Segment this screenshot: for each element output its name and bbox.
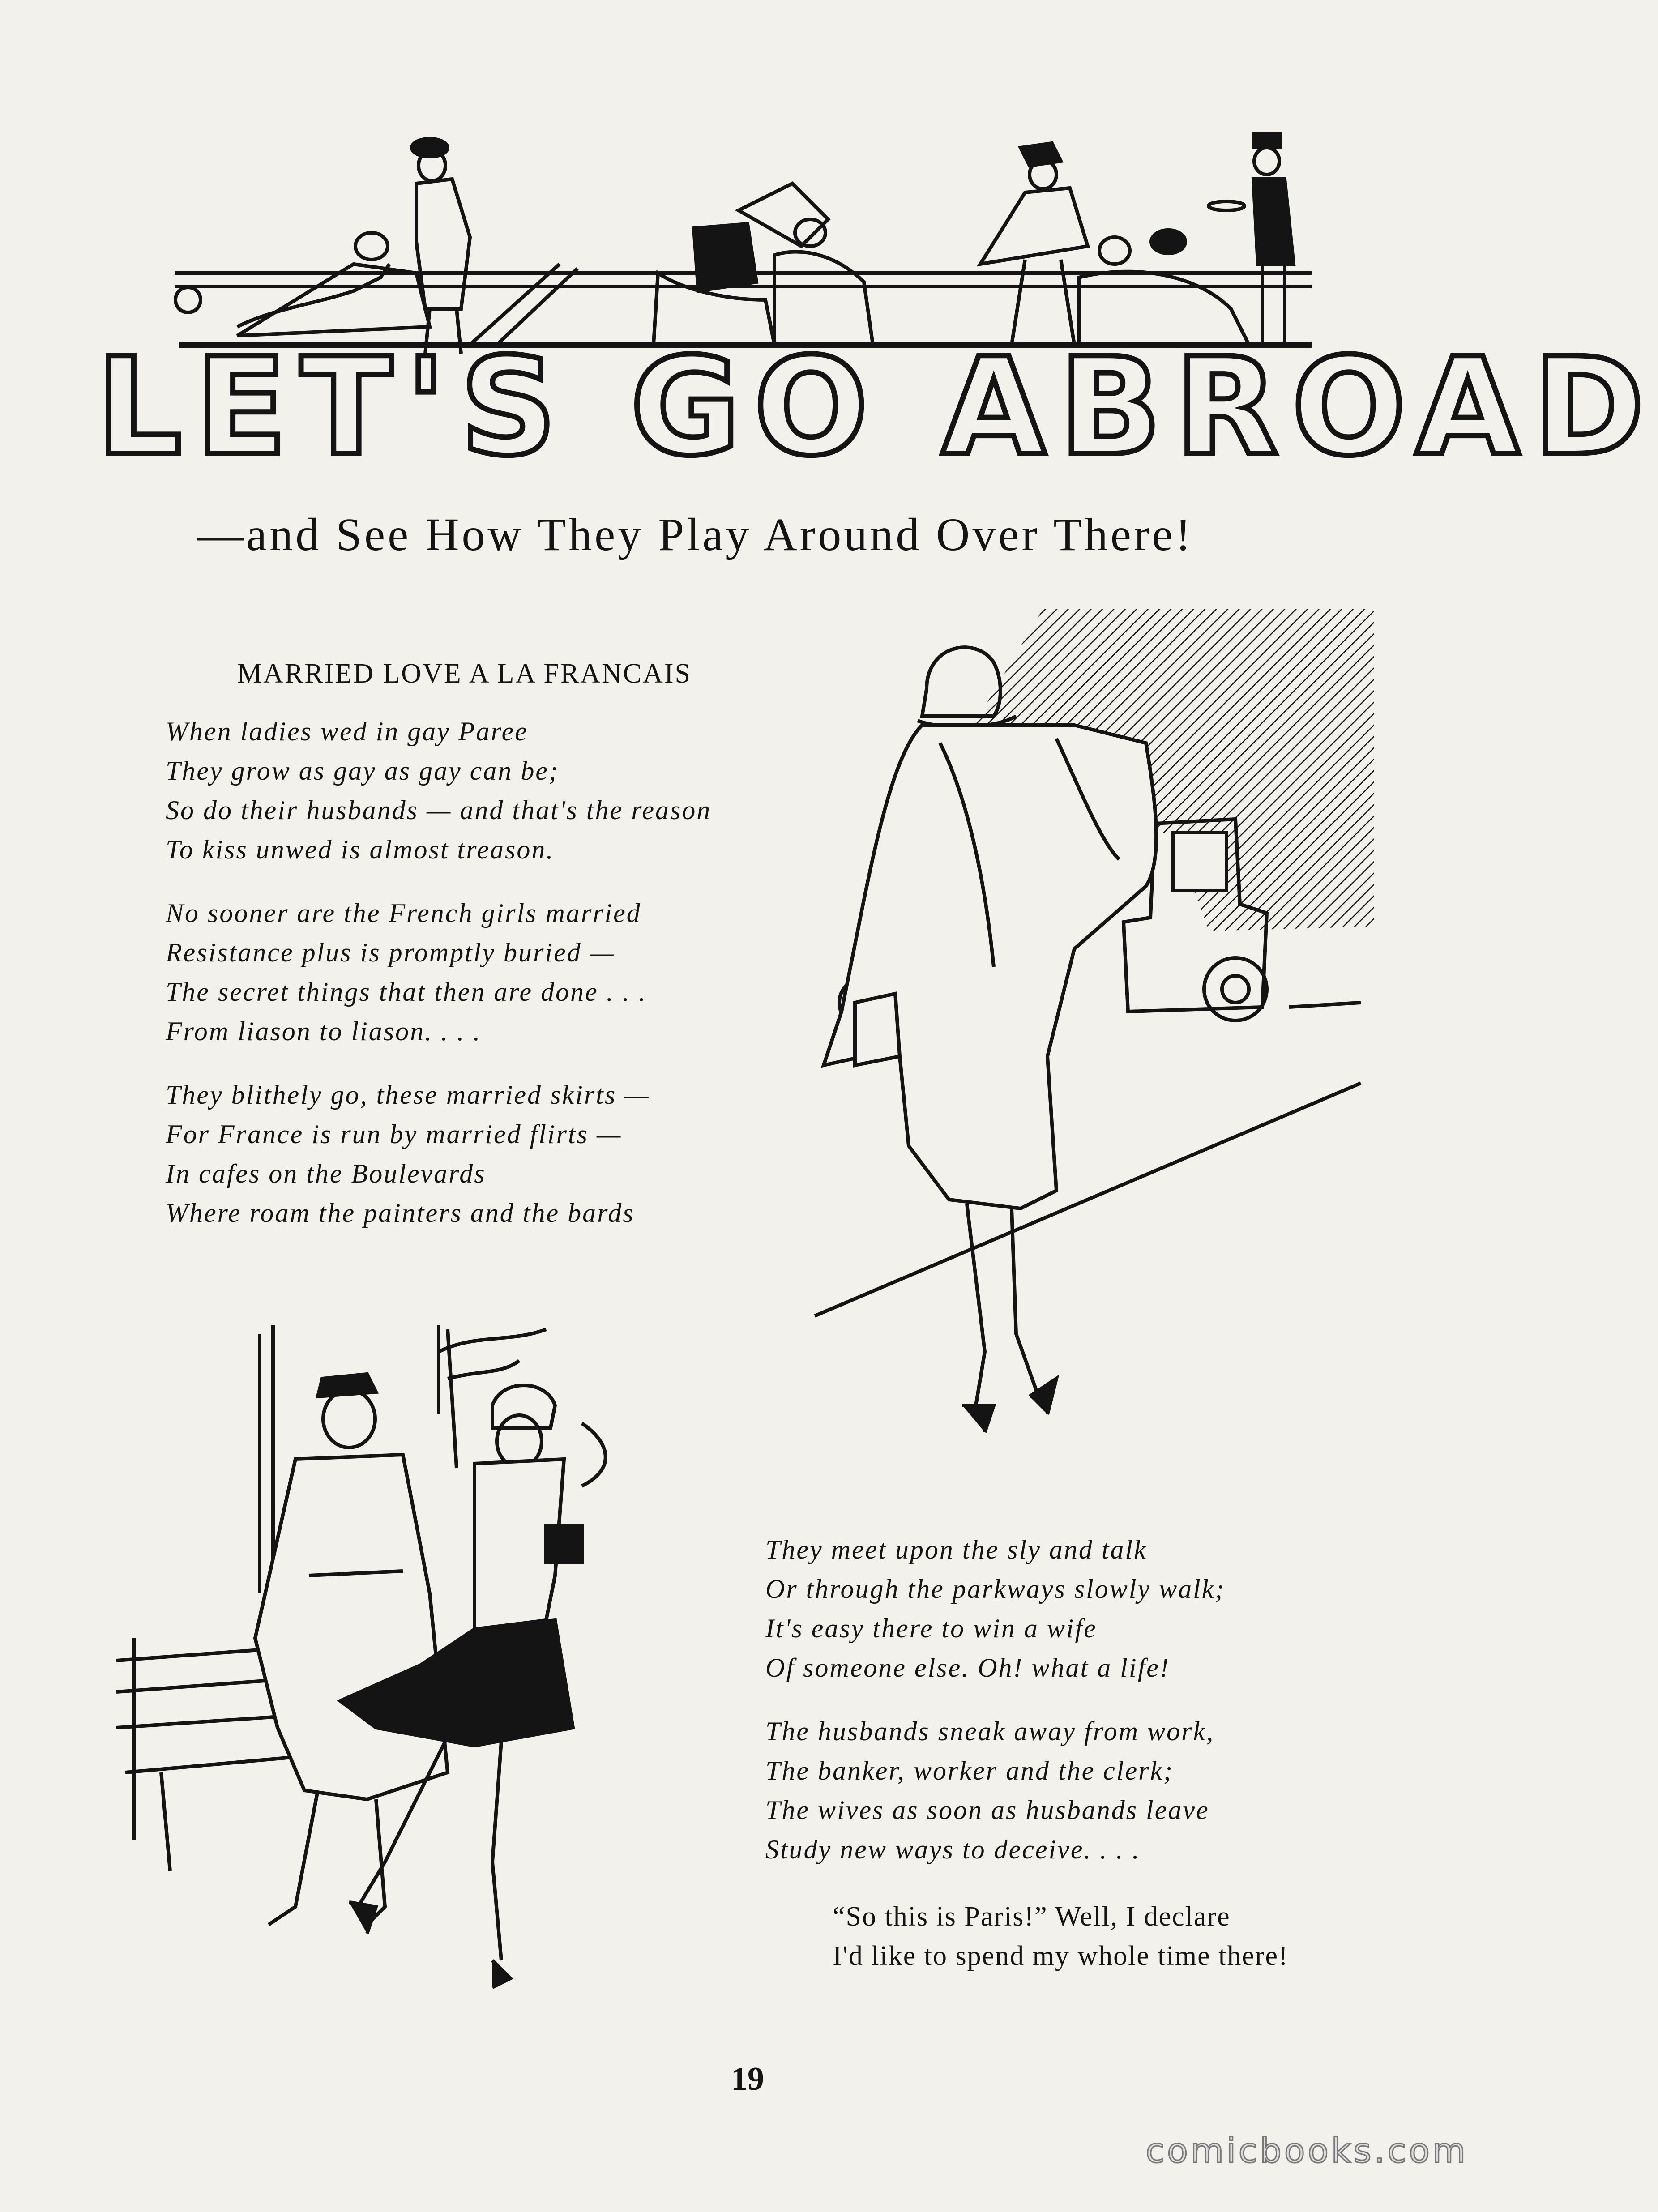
poem-line: The husbands sneak away from work, — [765, 1717, 1215, 1746]
poem-line: Where roam the painters and the bards — [166, 1198, 635, 1228]
poem-closing — [833, 1897, 1414, 1976]
poem-stanza-1 — [166, 712, 815, 869]
watermark: comicbooks.com — [1145, 2131, 1468, 2170]
poem-line: It's easy there to win a wife — [765, 1614, 1097, 1643]
couple-on-park-bench-illustration — [107, 1325, 662, 2041]
poem-line: They grow as gay as gay can be; — [166, 756, 559, 786]
poem-stanza-2 — [166, 893, 815, 1051]
poem-line: Resistance plus is promptly buried — — [166, 938, 615, 967]
poem-line: The secret things that then are done . . . — [166, 977, 647, 1007]
poem-stanza-4 — [765, 1530, 1392, 1687]
page-number: 19 — [731, 2061, 764, 2097]
page-title: LET'S GO ABROAD — [96, 329, 1658, 485]
poem-line: The wives as soon as husbands leave — [765, 1795, 1209, 1825]
poem-line: They blithely go, these married skirts — — [166, 1080, 650, 1110]
poem-title: MARRIED LOVE A LA FRANCAIS — [237, 658, 692, 689]
poem-stanza-3 — [166, 1075, 815, 1233]
poem-line: In cafes on the Boulevards — [166, 1159, 486, 1188]
poem-line: The banker, worker and the clerk; — [765, 1756, 1174, 1785]
poem-line: I'd like to spend my whole time there! — [833, 1941, 1289, 1971]
poem-line: Of someone else. Oh! what a life! — [765, 1653, 1170, 1682]
poem-line: From liason to liason. . . . — [166, 1016, 482, 1046]
poem-line: They meet upon the sly and talk — [765, 1535, 1147, 1564]
poem-line: For France is run by married flirts — — [166, 1119, 622, 1149]
ship-deck-passengers-illustration — [103, 130, 1329, 363]
poem-line: When ladies wed in gay Paree — [166, 717, 528, 746]
poem-line: To kiss unwed is almost treason. — [166, 835, 555, 864]
poem-line: “So this is Paris!” Well, I declare — [833, 1901, 1231, 1932]
poem-line: Study new ways to deceive. . . . — [765, 1835, 1141, 1864]
poem-line: So do their husbands — and that's the reason — [166, 795, 712, 825]
poem-stanza-5 — [765, 1712, 1392, 1869]
woman-in-fur-coat-illustration — [806, 609, 1388, 1459]
page-subtitle: —and See How They Play Around Over There! — [197, 509, 1194, 560]
poem-line: No sooner are the French girls married — [166, 898, 641, 928]
poem-line: Or through the parkways slowly walk; — [765, 1574, 1226, 1604]
